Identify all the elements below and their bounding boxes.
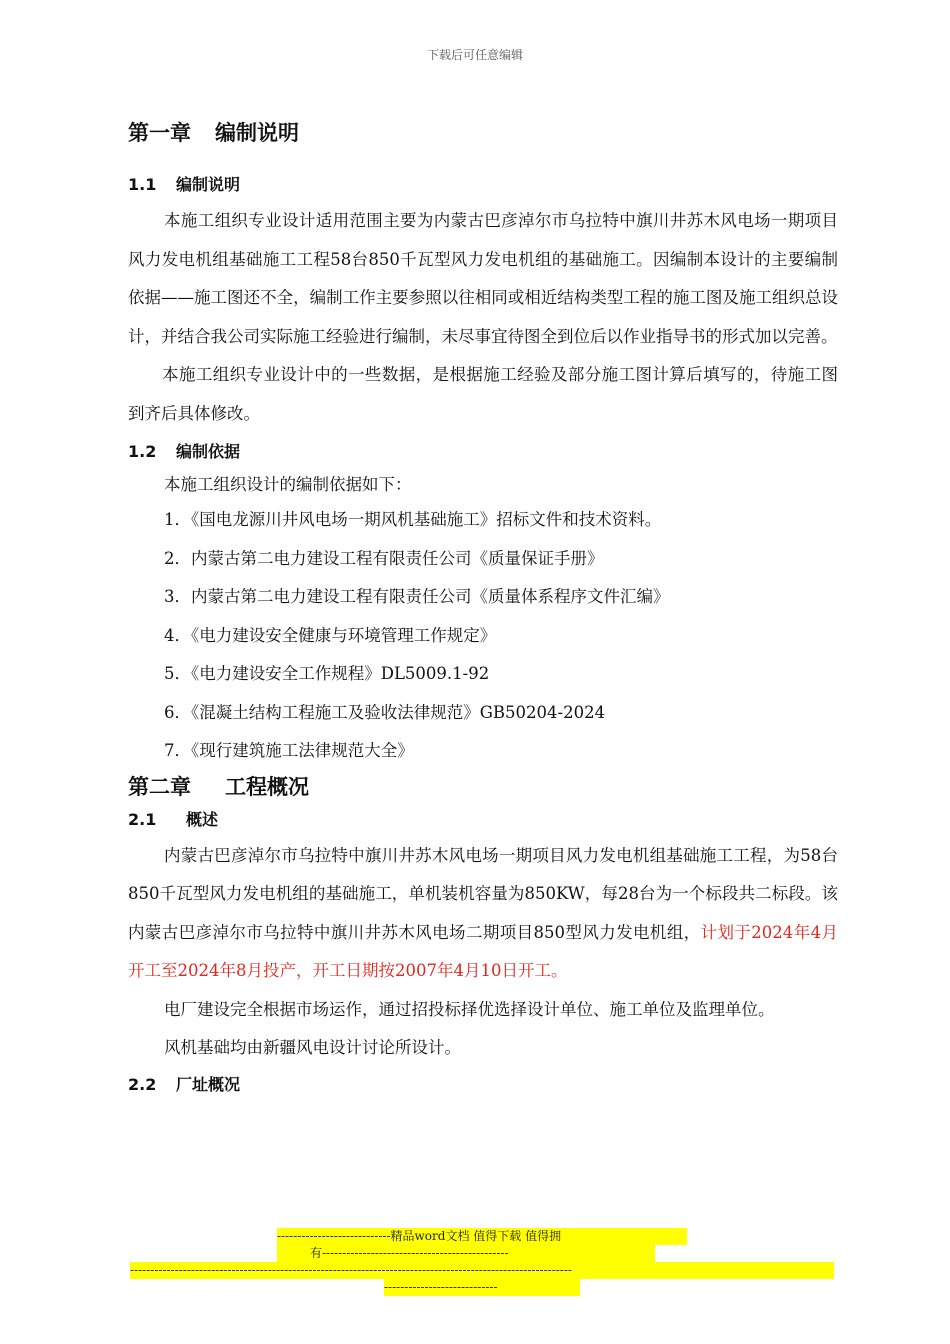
basis-list-item: 6．《混凝土结构工程施工及验收法律规范》GB50204-2024 [164,702,606,722]
section-number: 1.1 [128,175,157,194]
section-1-1-paragraph-1: 本施工组织专业设计适用范围主要为内蒙古巴彦淖尔市乌拉特中旗川井苏木风电场一期项目风力发电机组基础施工工程58台850千瓦型风力发电机组的基础施工。因编制本设计的主要编制依据——施工图还不全，编制工作主要参照以往相同或相近结构类型工程的施工图及施工组织总设计，并结合我公司实际施工经验进行编制，未尽事宜待图全到位后以作业指导书的形式加以完善。 [128,211,838,346]
basis-list-item: 7．《现行建筑施工法律规范大全》 [164,741,414,760]
chapter-2-title: 工程概况 [225,774,309,799]
overview-text: 内蒙古巴彦淖尔市乌拉特中旗川井苏木风电场一期项目风力发电机组基础施工工程，为58台850千瓦型风力发电机组的基础施工，单机装机容量为850KW，每28台为一个标段共二标段。该内蒙古巴彦淖尔市乌拉特中旗川井苏木风电场二期项目850型风力发电机组， [128,845,838,942]
section-2-1-paragraph-3: 风机基础均由新疆风电设计讨论所设计。 [164,1038,461,1057]
section-1-1-heading [128,168,838,202]
basis-list-item: 1．《国电龙源川井风电场一期风机基础施工》招标文件和技术资料。 [164,510,662,529]
footer-line-1: ----------------------------精品word文档 值得下载 值得拥 [277,1228,687,1245]
chapter-1-heading [128,118,838,148]
section-number: 2.1 [128,809,157,829]
section-number: 1.2 [128,442,157,461]
section-title: 编制说明 [176,175,241,194]
section-title: 厂址概况 [176,1074,241,1094]
footer-line-2: 有---------------------------------------------- [277,1245,655,1262]
section-1-1-paragraph-2: 本施工组织专业设计中的一些数据，是根据施工经验及部分施工图计算后填写的，待施工图到齐后具体修改。 [128,365,838,423]
page-header: 下载后可任意编辑 [426,48,523,62]
schedule-text-red: 计划于2024年4月开工至2024年8月投产，开工日期按2007年4月10日开工。 [128,922,838,980]
chapter-1-title: 编制说明 [215,121,299,145]
section-title: 概述 [186,809,219,829]
basis-list-item: 5．《电力建设安全工作规程》DL5009.1-92 [164,664,490,683]
section-number: 2.2 [128,1074,157,1094]
chapter-2-heading [128,771,838,803]
basis-list-item: 2．内蒙古第二电力建设工程有限责任公司《质量保证手册》 [164,548,604,568]
footer-line-3: ------------------------------------------------------------------------------------------------------------- [130,1262,834,1279]
chapter-2-number: 第二章 [128,774,191,799]
section-1-2-intro: 本施工组织设计的编制依据如下： [164,475,412,494]
basis-list-item: 3．内蒙古第二电力建设工程有限责任公司《质量体系程序文件汇编》 [164,587,670,606]
footer-line-4: ---------------------------- [384,1279,580,1296]
section-2-1-paragraph-2: 电厂建设完全根据市场运作，通过招投标择优选择设计单位、施工单位及监理单位。 [164,999,775,1019]
chapter-1-number: 第一章 [128,121,191,145]
section-2-2-heading [128,1068,838,1102]
section-title: 编制依据 [176,442,241,461]
document-body [128,118,838,1102]
section-2-1-heading [128,803,838,837]
section-1-2-heading [128,435,838,469]
section-2-1-paragraph-1 [128,837,838,991]
basis-list-item: 4．《电力建设安全健康与环境管理工作规定》 [164,625,497,645]
